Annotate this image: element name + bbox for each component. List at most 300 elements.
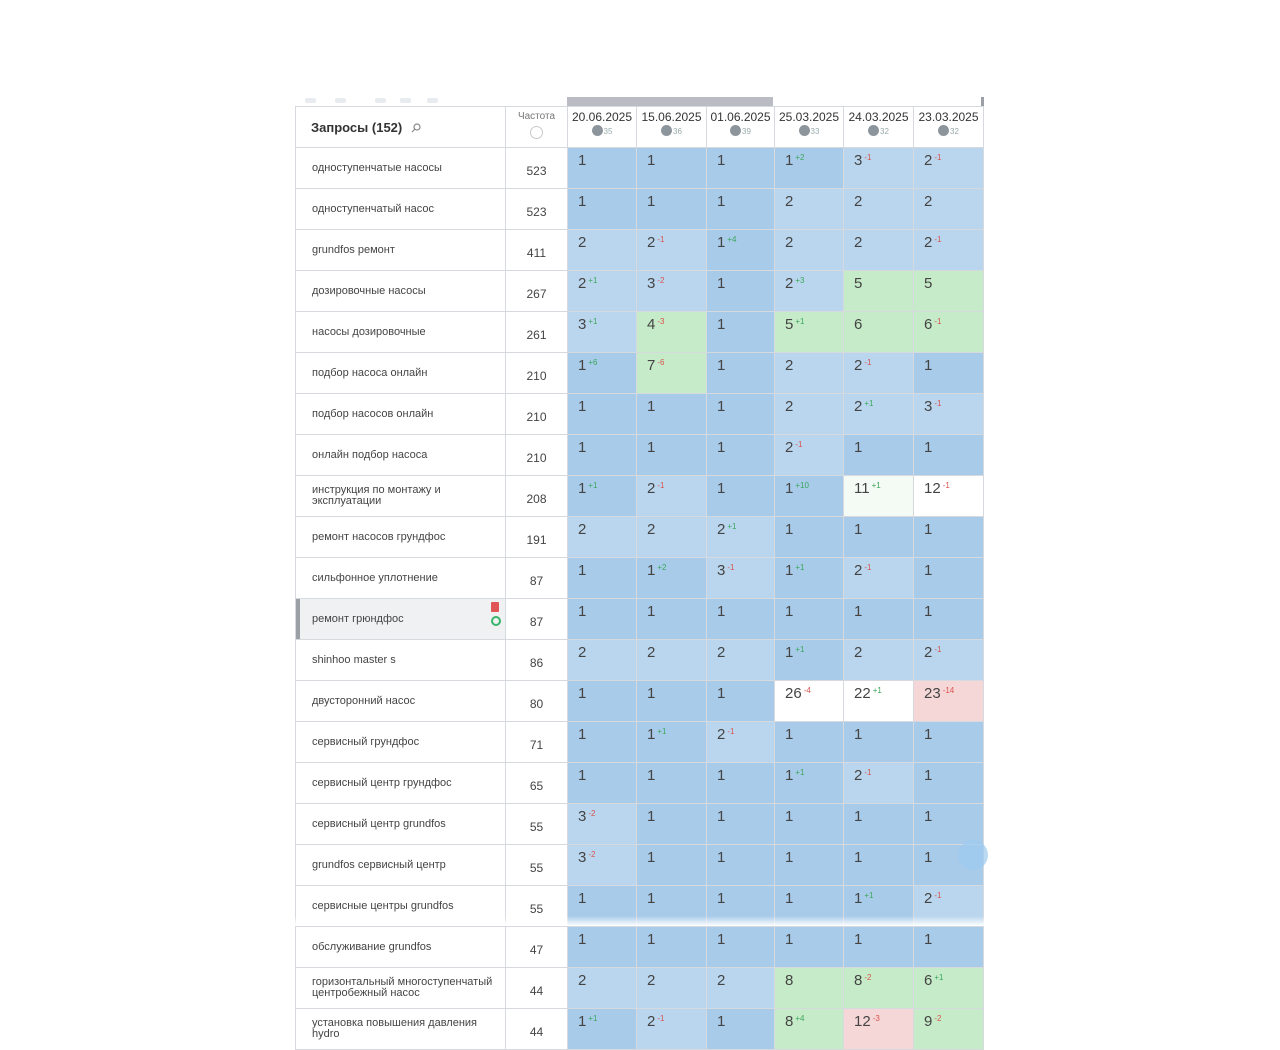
query-text: дозировочные насосы <box>312 284 426 297</box>
query-text: подбор насоса онлайн <box>312 366 428 379</box>
position-change: +1 <box>872 686 882 695</box>
query-cell[interactable] <box>296 763 506 804</box>
position-cell[interactable] <box>707 476 775 517</box>
date-meta <box>775 125 843 136</box>
position-cell[interactable] <box>637 763 707 804</box>
position-cell[interactable] <box>775 640 844 681</box>
position-value: 3 <box>578 849 587 866</box>
position-cell[interactable] <box>568 681 637 722</box>
position-value: 1 <box>578 767 587 784</box>
query-cell[interactable] <box>296 353 506 394</box>
position-cell[interactable] <box>844 681 914 722</box>
position-change: +4 <box>727 235 737 244</box>
query-cell[interactable] <box>296 394 506 435</box>
position-value: 1 <box>717 603 726 620</box>
position-value: 3 <box>854 152 863 169</box>
position-value: 1 <box>924 562 933 579</box>
frequency-cell: 210 <box>506 394 568 435</box>
position-change: +1 <box>864 399 874 408</box>
query-cell[interactable] <box>296 230 506 271</box>
position-cell[interactable] <box>914 681 984 722</box>
position-change: +1 <box>934 973 944 982</box>
position-cell[interactable] <box>637 476 707 517</box>
position-cell[interactable] <box>637 230 707 271</box>
position-cell[interactable] <box>568 148 637 189</box>
toolbar-icon[interactable] <box>400 98 411 103</box>
query-cell[interactable] <box>296 476 506 517</box>
date-column-header[interactable] <box>844 107 914 148</box>
toolbar-icon[interactable] <box>375 98 386 103</box>
position-cell[interactable] <box>707 558 775 599</box>
position-cell[interactable] <box>637 189 707 230</box>
positions-table-panel <box>295 97 985 1040</box>
position-value: 6 <box>924 316 933 333</box>
position-cell[interactable] <box>707 517 775 558</box>
table-row[interactable] <box>296 599 984 640</box>
position-cell[interactable] <box>775 435 844 476</box>
position-cell[interactable] <box>844 558 914 599</box>
position-cell[interactable] <box>568 968 637 1009</box>
query-cell[interactable] <box>296 722 506 763</box>
position-change: +4 <box>795 1014 805 1023</box>
search-icon[interactable] <box>411 123 421 133</box>
position-cell[interactable] <box>914 435 984 476</box>
position-change: -2 <box>657 276 665 285</box>
table-row[interactable] <box>296 517 984 558</box>
position-value: 2 <box>717 726 726 743</box>
position-cell[interactable] <box>914 189 984 230</box>
position-cell[interactable] <box>637 681 707 722</box>
position-cell[interactable] <box>914 517 984 558</box>
position-cell[interactable] <box>775 148 844 189</box>
position-change: +1 <box>588 1014 598 1023</box>
position-value: 12 <box>924 480 941 497</box>
position-value: 2 <box>717 644 726 661</box>
date-label: 01.06.2025 <box>710 110 771 124</box>
query-text: сервисный центр грундфос <box>312 776 452 789</box>
query-text: онлайн подбор насоса <box>312 448 428 461</box>
position-cell[interactable] <box>775 722 844 763</box>
delete-icon[interactable] <box>491 602 499 612</box>
position-value: 3 <box>647 275 656 292</box>
position-cell[interactable] <box>844 763 914 804</box>
position-cell[interactable] <box>844 312 914 353</box>
position-value: 1 <box>578 931 587 948</box>
position-cell[interactable] <box>637 435 707 476</box>
queries-column-header[interactable] <box>296 107 506 148</box>
frequency-cell: 44 <box>506 1009 568 1050</box>
position-value: 1 <box>854 726 863 743</box>
position-cell[interactable] <box>844 804 914 845</box>
query-text: shinhoo master s <box>312 653 396 666</box>
position-cell[interactable] <box>568 230 637 271</box>
position-cell[interactable] <box>637 927 707 968</box>
refresh-icon[interactable] <box>491 616 501 626</box>
position-cell[interactable] <box>568 353 637 394</box>
position-cell[interactable] <box>637 640 707 681</box>
position-cell[interactable] <box>844 722 914 763</box>
position-cell[interactable] <box>775 312 844 353</box>
position-cell[interactable] <box>775 681 844 722</box>
date-column-header[interactable] <box>914 107 984 148</box>
position-cell[interactable] <box>914 394 984 435</box>
position-cell[interactable] <box>775 476 844 517</box>
position-cell[interactable] <box>707 148 775 189</box>
position-value: 3 <box>578 316 587 333</box>
position-cell[interactable] <box>775 763 844 804</box>
position-cell[interactable] <box>568 435 637 476</box>
position-value: 1 <box>717 767 726 784</box>
position-cell[interactable] <box>707 722 775 763</box>
position-cell[interactable] <box>844 517 914 558</box>
query-cell[interactable] <box>296 1009 506 1050</box>
position-cell[interactable] <box>637 722 707 763</box>
position-value: 1 <box>924 726 933 743</box>
date-count: 32 <box>880 127 889 136</box>
frequency-cell: 87 <box>506 558 568 599</box>
position-cell[interactable] <box>775 1009 844 1050</box>
position-cell[interactable] <box>775 189 844 230</box>
frequency-cell: 261 <box>506 312 568 353</box>
position-cell[interactable] <box>914 927 984 968</box>
position-value: 1 <box>578 562 587 579</box>
position-cell[interactable] <box>707 189 775 230</box>
position-cell[interactable] <box>707 763 775 804</box>
position-cell[interactable] <box>568 640 637 681</box>
position-cell[interactable] <box>637 1009 707 1050</box>
position-cell[interactable] <box>637 968 707 1009</box>
query-cell[interactable] <box>296 435 506 476</box>
position-value: 2 <box>647 480 656 497</box>
position-cell[interactable] <box>844 1009 914 1050</box>
position-cell[interactable] <box>568 312 637 353</box>
position-cell[interactable] <box>637 804 707 845</box>
position-cell[interactable] <box>707 681 775 722</box>
position-cell[interactable] <box>637 845 707 886</box>
date-column-header[interactable] <box>707 107 775 148</box>
position-value: 1 <box>854 849 863 866</box>
position-cell[interactable] <box>775 230 844 271</box>
query-cell[interactable] <box>296 189 506 230</box>
position-cell[interactable] <box>914 148 984 189</box>
position-cell[interactable] <box>914 640 984 681</box>
toolbar-icon[interactable] <box>335 98 346 103</box>
position-cell[interactable] <box>707 1009 775 1050</box>
position-value: 1 <box>924 808 933 825</box>
position-change: +1 <box>795 768 805 777</box>
position-cell[interactable] <box>775 927 844 968</box>
position-change: +1 <box>657 727 667 736</box>
position-cell[interactable] <box>844 599 914 640</box>
position-value: 5 <box>854 275 863 292</box>
query-text: сильфонное уплотнение <box>312 571 438 584</box>
position-cell[interactable] <box>775 804 844 845</box>
position-change: +1 <box>795 317 805 326</box>
position-value: 2 <box>717 972 726 989</box>
position-value: 1 <box>717 890 726 907</box>
query-cell[interactable] <box>296 271 506 312</box>
positions-table <box>295 106 984 1050</box>
query-cell[interactable] <box>296 845 506 886</box>
row-actions <box>491 602 501 626</box>
position-cell[interactable] <box>775 845 844 886</box>
frequency-cell: 47 <box>506 927 568 968</box>
frequency-cell: 411 <box>506 230 568 271</box>
position-cell[interactable] <box>707 599 775 640</box>
query-cell[interactable] <box>296 681 506 722</box>
position-cell[interactable] <box>844 968 914 1009</box>
position-change: -1 <box>942 481 950 490</box>
position-value: 1 <box>717 398 726 415</box>
position-cell[interactable] <box>914 804 984 845</box>
table-row[interactable] <box>296 435 984 476</box>
table-row[interactable] <box>296 312 984 353</box>
position-cell[interactable] <box>844 353 914 394</box>
position-cell[interactable] <box>707 804 775 845</box>
position-cell[interactable] <box>568 804 637 845</box>
table-row[interactable] <box>296 927 984 968</box>
position-cell[interactable] <box>775 968 844 1009</box>
date-count: 39 <box>742 127 751 136</box>
position-value: 1 <box>647 685 656 702</box>
date-count: 36 <box>673 127 682 136</box>
table-row[interactable] <box>296 353 984 394</box>
toolbar-icon[interactable] <box>427 98 438 103</box>
position-value: 1 <box>785 849 794 866</box>
position-cell[interactable] <box>844 271 914 312</box>
table-row[interactable] <box>296 845 984 886</box>
query-cell[interactable] <box>296 312 506 353</box>
position-value: 7 <box>647 357 656 374</box>
position-cell[interactable] <box>568 599 637 640</box>
position-value: 1 <box>717 1013 726 1030</box>
position-value: 3 <box>924 398 933 415</box>
position-value: 2 <box>785 234 794 251</box>
position-cell[interactable] <box>775 558 844 599</box>
table-body <box>296 148 984 1050</box>
position-cell[interactable] <box>707 640 775 681</box>
position-change: -1 <box>657 1014 665 1023</box>
query-cell[interactable] <box>296 804 506 845</box>
query-cell[interactable] <box>296 558 506 599</box>
position-cell[interactable] <box>914 763 984 804</box>
position-cell[interactable] <box>568 271 637 312</box>
table-row[interactable] <box>296 230 984 271</box>
date-column-header[interactable] <box>775 107 844 148</box>
query-cell[interactable] <box>296 517 506 558</box>
table-row[interactable] <box>296 148 984 189</box>
position-value: 1 <box>578 193 587 210</box>
position-value: 1 <box>578 480 587 497</box>
position-cell[interactable] <box>637 312 707 353</box>
position-cell[interactable] <box>707 435 775 476</box>
query-cell[interactable] <box>296 640 506 681</box>
position-cell[interactable] <box>914 968 984 1009</box>
query-cell[interactable] <box>296 599 506 640</box>
position-cell[interactable] <box>914 353 984 394</box>
position-cell[interactable] <box>637 558 707 599</box>
chat-widget-button[interactable] <box>958 840 988 870</box>
frequency-cell: 191 <box>506 517 568 558</box>
table-row[interactable] <box>296 476 984 517</box>
position-cell[interactable] <box>844 927 914 968</box>
position-value: 1 <box>924 603 933 620</box>
position-cell[interactable] <box>914 558 984 599</box>
position-cell[interactable] <box>568 394 637 435</box>
position-value: 1 <box>578 439 587 456</box>
position-change: -3 <box>872 1014 880 1023</box>
position-cell[interactable] <box>914 1009 984 1050</box>
position-value: 2 <box>578 234 587 251</box>
position-cell[interactable] <box>914 722 984 763</box>
table-row[interactable] <box>296 1009 984 1050</box>
position-value: 1 <box>785 603 794 620</box>
position-change: +10 <box>795 481 809 490</box>
position-value: 2 <box>854 398 863 415</box>
query-text: сервисный центр grundfos <box>312 817 446 830</box>
position-value: 3 <box>578 808 587 825</box>
table-row[interactable] <box>296 804 984 845</box>
table-row[interactable] <box>296 640 984 681</box>
frequency-cell: 267 <box>506 271 568 312</box>
position-change: -1 <box>934 153 942 162</box>
position-cell[interactable] <box>707 927 775 968</box>
table-row[interactable] <box>296 189 984 230</box>
frequency-column-header[interactable] <box>506 107 568 148</box>
toolbar-icon[interactable] <box>305 98 316 103</box>
position-value: 1 <box>854 808 863 825</box>
position-cell[interactable] <box>707 312 775 353</box>
position-cell[interactable] <box>637 271 707 312</box>
position-value: 2 <box>785 357 794 374</box>
position-value: 1 <box>854 603 863 620</box>
position-value: 1 <box>578 1013 587 1030</box>
position-value: 2 <box>854 357 863 374</box>
position-value: 1 <box>924 849 933 866</box>
frequency-cell: 55 <box>506 886 568 927</box>
query-text: одноступенчатые насосы <box>312 161 442 174</box>
horizontal-scrollbar[interactable] <box>567 97 773 106</box>
position-value: 2 <box>578 972 587 989</box>
position-cell[interactable] <box>844 640 914 681</box>
table-row[interactable] <box>296 681 984 722</box>
position-change: -1 <box>864 358 872 367</box>
query-cell[interactable] <box>296 927 506 968</box>
table-row[interactable] <box>296 722 984 763</box>
position-value: 1 <box>578 890 587 907</box>
position-change: +2 <box>795 153 805 162</box>
date-column-header[interactable] <box>637 107 707 148</box>
position-change: -1 <box>864 563 872 572</box>
position-cell[interactable] <box>775 353 844 394</box>
position-value: 1 <box>578 398 587 415</box>
position-change: -4 <box>803 686 811 695</box>
position-cell[interactable] <box>844 148 914 189</box>
position-value: 2 <box>647 1013 656 1030</box>
position-cell[interactable] <box>844 845 914 886</box>
position-value: 1 <box>647 808 656 825</box>
position-cell[interactable] <box>707 968 775 1009</box>
search-engine-icon <box>799 125 810 136</box>
position-cell[interactable] <box>775 394 844 435</box>
position-cell[interactable] <box>568 558 637 599</box>
position-cell[interactable] <box>844 476 914 517</box>
position-cell[interactable] <box>914 312 984 353</box>
position-cell[interactable] <box>568 763 637 804</box>
position-value: 8 <box>854 972 863 989</box>
position-cell[interactable] <box>568 517 637 558</box>
frequency-cell: 523 <box>506 189 568 230</box>
position-cell[interactable] <box>707 353 775 394</box>
position-cell[interactable] <box>568 476 637 517</box>
position-change: -1 <box>934 235 942 244</box>
table-row[interactable] <box>296 558 984 599</box>
position-value: 8 <box>785 972 794 989</box>
position-change: +1 <box>864 891 874 900</box>
position-cell[interactable] <box>844 189 914 230</box>
position-cell[interactable] <box>637 353 707 394</box>
position-change: +3 <box>795 276 805 285</box>
position-cell[interactable] <box>775 599 844 640</box>
table-row[interactable] <box>296 394 984 435</box>
table-row[interactable] <box>296 763 984 804</box>
position-cell[interactable] <box>775 517 844 558</box>
date-column-header[interactable] <box>568 107 637 148</box>
table-row[interactable] <box>296 271 984 312</box>
position-value: 1 <box>717 357 726 374</box>
position-value: 1 <box>578 357 587 374</box>
position-value: 1 <box>647 931 656 948</box>
position-change: -1 <box>934 645 942 654</box>
position-change: -2 <box>934 1014 942 1023</box>
query-cell[interactable] <box>296 148 506 189</box>
position-change: -1 <box>657 235 665 244</box>
position-cell[interactable] <box>637 517 707 558</box>
position-cell[interactable] <box>844 435 914 476</box>
position-change: -1 <box>727 563 735 572</box>
position-cell[interactable] <box>707 394 775 435</box>
position-cell[interactable] <box>844 230 914 271</box>
position-change: +6 <box>588 358 598 367</box>
query-text: сервисный грундфос <box>312 735 420 748</box>
position-cell[interactable] <box>707 230 775 271</box>
position-value: 1 <box>785 562 794 579</box>
position-cell[interactable] <box>568 1009 637 1050</box>
position-cell[interactable] <box>568 189 637 230</box>
position-cell[interactable] <box>844 394 914 435</box>
query-cell[interactable] <box>296 968 506 1009</box>
position-cell[interactable] <box>568 845 637 886</box>
position-cell[interactable] <box>914 271 984 312</box>
scroll-edge <box>981 97 984 106</box>
position-cell[interactable] <box>914 230 984 271</box>
position-value: 2 <box>854 562 863 579</box>
position-value: 1 <box>717 685 726 702</box>
position-cell[interactable] <box>775 271 844 312</box>
position-cell[interactable] <box>637 599 707 640</box>
table-row[interactable] <box>296 968 984 1009</box>
position-cell[interactable] <box>637 148 707 189</box>
position-cell[interactable] <box>637 394 707 435</box>
position-cell[interactable] <box>568 722 637 763</box>
position-cell[interactable] <box>707 845 775 886</box>
position-change: -1 <box>864 768 872 777</box>
position-cell[interactable] <box>914 599 984 640</box>
position-cell[interactable] <box>568 927 637 968</box>
position-cell[interactable] <box>707 271 775 312</box>
position-cell[interactable] <box>914 476 984 517</box>
date-count: 33 <box>810 127 820 136</box>
